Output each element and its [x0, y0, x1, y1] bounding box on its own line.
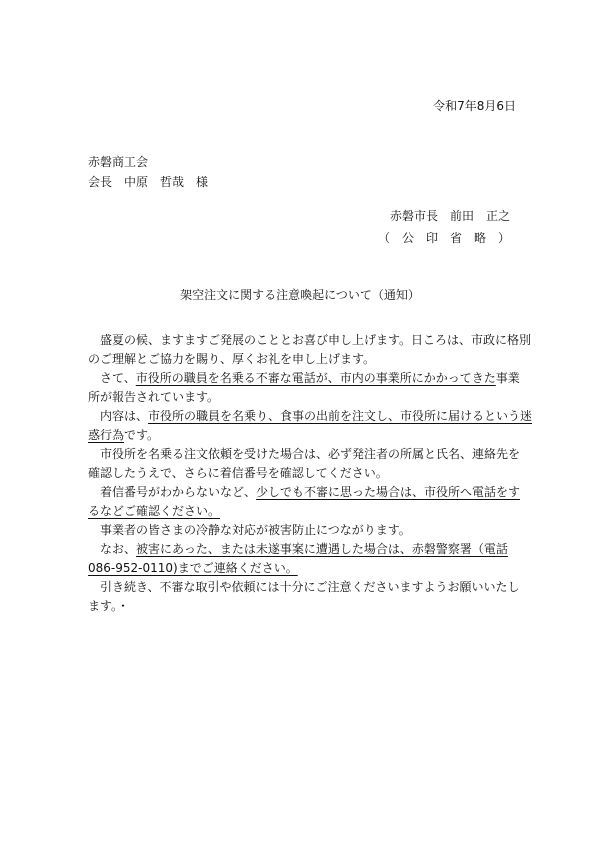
body-line [88, 578, 528, 597]
recipient-organization: 赤磐商工会 [88, 155, 149, 169]
body-line [88, 331, 532, 350]
body-text: なお、 [88, 542, 137, 556]
recipient-block [88, 152, 208, 192]
body-line [88, 540, 528, 559]
body-text: 所が報告されています。 [88, 390, 220, 404]
body-text: 内容は、 [88, 409, 149, 423]
body-text: です。 [124, 428, 160, 442]
body-line [88, 426, 528, 445]
body-line [88, 559, 528, 578]
notice-title: 架空注文に関する注意喚起について（通知） [180, 288, 420, 302]
notice-body [88, 331, 533, 616]
body-text: 市役所を名乗る注文依頼を受けた場合は、必ず発注者の所属と氏名、連絡先を [88, 447, 521, 461]
body-text: さて、 [88, 371, 136, 385]
body-line [88, 597, 528, 616]
body-text-underlined: るなどご確認ください。 [88, 504, 221, 518]
seal-omitted-note: （ 公 印 省 略 ） [377, 231, 510, 245]
police-contact-phone: 086-952-0110)までご連絡ください。 [88, 561, 298, 575]
body-line [88, 445, 528, 464]
body-line [88, 369, 528, 388]
body-text-underlined: 少しでも不審に思った場合は、市役所へ電話をす [256, 485, 521, 499]
body-text: 事業者の皆さまの冷静な対応が被害防止につながります。 [88, 523, 411, 537]
body-text-underlined: 市役所の職員を名乗り、食事の出前を注文し、市役所に届けるという迷 [148, 409, 533, 423]
sender-block [378, 205, 510, 249]
body-line [88, 388, 528, 407]
body-text-underlined: 被害にあった、または未遂事案に遭遇した場合は、赤磐警察署（電話 [136, 542, 508, 556]
sender-name: 赤磐市長 前田 正之 [389, 209, 510, 223]
body-line [88, 407, 533, 426]
body-text-underlined: 市役所の職員を名乗る不審な電話が、市内の事業所にかかってきた [135, 371, 496, 385]
body-text: 確認したうえで、さらに着信番号を確認してください。 [88, 466, 388, 480]
body-text: 事業 [495, 371, 520, 385]
body-line [88, 350, 528, 369]
body-text-underlined: 惑行為 [88, 428, 125, 442]
body-text: 盛夏の候、ますますご発展のこととお喜び申し上げます。日ころは、市政に格別 [88, 333, 532, 347]
body-line [88, 464, 528, 483]
issue-date: 令和7年8月6日 [433, 99, 516, 113]
body-text: のご理解とご協力を賜り、厚くお礼を申し上げます。 [88, 352, 376, 366]
body-line [88, 521, 528, 540]
body-text: 引き続き、不審な取引や依頼には十分にご注意くださいますようお願いいたし [88, 580, 520, 594]
body-line [88, 483, 528, 502]
body-text: 着信番号がわからないなど、 [88, 485, 257, 499]
body-text: ます。・ [88, 599, 130, 613]
recipient-name: 会長 中原 哲哉 様 [88, 175, 209, 189]
body-line [88, 502, 528, 521]
